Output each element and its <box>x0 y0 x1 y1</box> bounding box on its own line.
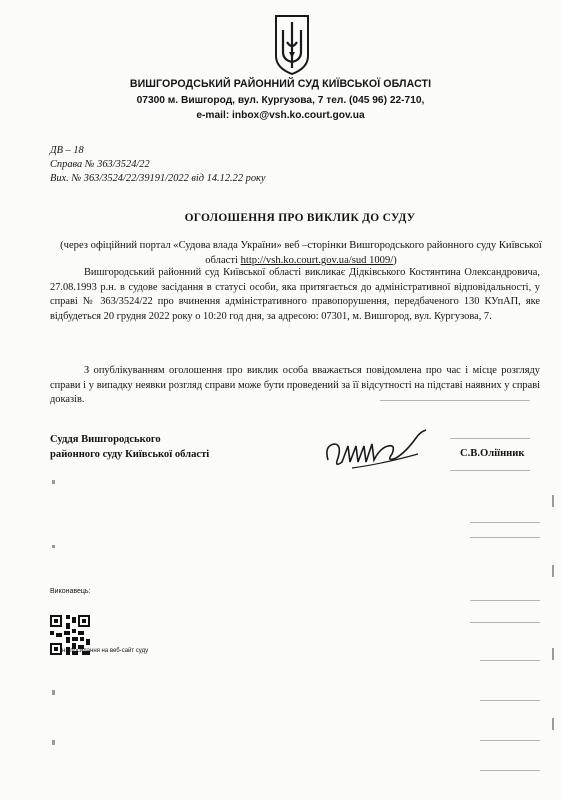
portal-note <box>60 238 542 268</box>
executor-label: Виконавець: <box>50 588 91 595</box>
bleed-line <box>480 660 540 661</box>
scan-mark <box>552 495 554 507</box>
bleed-line <box>470 622 540 623</box>
judge-signature <box>322 424 432 476</box>
scan-mark <box>52 740 55 745</box>
judge-name: С.В.Оліїнник <box>460 448 525 459</box>
portal-note-text: (через офіційний портал «Судова влада України» веб –сторінки Вишгородського районного суду Київської області <box>60 240 542 266</box>
court-website-link[interactable]: http://vsh.ko.court.gov.ua/sud 1009/ <box>240 255 394 266</box>
scan-mark <box>552 565 554 577</box>
bleed-line <box>480 740 540 741</box>
bleed-line <box>480 700 540 701</box>
case-number: Справа № 363/3524/22 <box>50 159 150 170</box>
outgoing-number: Вих. № 363/3524/22/39191/2022 від 14.12.22 року <box>50 173 266 184</box>
scan-mark <box>52 545 55 548</box>
qr-caption: ня посилання на веб-сайт суду <box>62 648 149 654</box>
coat-of-arms-icon <box>272 12 312 76</box>
bleed-line <box>450 470 530 471</box>
document-title: ОГОЛОШЕННЯ ПРО ВИКЛИК ДО СУДУ <box>184 212 416 224</box>
portal-note-close: ) <box>393 255 397 266</box>
scan-mark <box>52 480 55 484</box>
bleed-line <box>480 770 540 771</box>
bleed-line <box>470 522 540 523</box>
judge-title <box>50 433 209 462</box>
notice-paragraph: З опублікуванням оголошення про виклик особа вважається повідомлена про час і місце розгляду справи і у випадку неявки розгляд справи може бути проведений за її відсутності на підставі наявних у справі доказів. <box>50 365 540 405</box>
judge-title-line1: Суддя Вишгородського <box>50 434 161 445</box>
court-name: ВИШГОРОДСЬКИЙ РАЙОННИЙ СУД КИЇВСЬКОЇ ОБЛАСТІ <box>129 78 432 90</box>
scan-mark <box>52 690 55 695</box>
bleed-line <box>380 400 530 401</box>
scan-mark <box>552 718 554 730</box>
summons-paragraph: Вишгородський районний суд Київської області викликає Дідківського Костянтина Олександровича, 27.08.1993 р.н. в судове засідання в статусі особи, яка притягається до адміністративної відповідальності, у справі № 363/3524/22 про вчинення адміністративного правопорушення, передбаченого 130 КУпАП, яке відбудеться 20 грудня 2022 року о 10:20 год дня, за адресою: 07301, м. Вишгород, вул. Кургузова, 7. <box>50 267 540 322</box>
scan-mark <box>552 648 554 660</box>
dv-number: ДВ – 18 <box>50 145 84 156</box>
bleed-line <box>470 537 540 538</box>
bleed-line <box>470 600 540 601</box>
court-address: 07300 м. Вишгород, вул. Кургузова, 7 тел. (045 96) 22-710, <box>136 95 425 106</box>
court-email: e-mail: inbox@vsh.ko.court.gov.ua <box>196 110 365 121</box>
judge-title-line2: районного суду Київської області <box>50 448 210 460</box>
bleed-line <box>450 438 530 439</box>
